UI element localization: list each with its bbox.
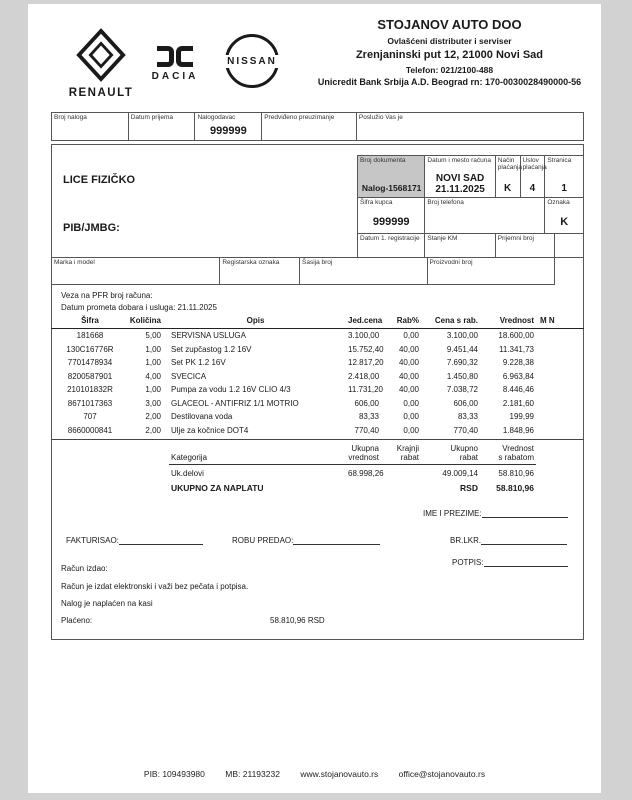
cell-mn (536, 397, 584, 411)
cell-kolicina: 1,00 (145, 385, 161, 394)
field-marka-model (52, 258, 220, 284)
renault-logo (58, 28, 144, 99)
nacin-placanja-value: K (504, 183, 512, 194)
order-header-row (51, 112, 584, 141)
field-prijemni-broj (496, 234, 555, 257)
br-lkr-label: BR.LKR. (450, 536, 482, 545)
cell-jed-cena: 11.731,20 (348, 385, 383, 394)
cell-jed-cena: 2.418,00 (348, 371, 380, 381)
col-header-opis: Opis (246, 316, 265, 325)
field-nalogodavac (195, 113, 262, 140)
cell-cena-s-rab: 770,40 (453, 425, 478, 435)
footer-website: www.stojanovauto.rs (300, 769, 379, 779)
mesto-value: NOVI SAD (435, 173, 485, 184)
pfr-veza-text: Veza na PFR broj računa: (61, 291, 153, 300)
cell-vrednost: 1.848,96 (502, 425, 534, 435)
company-address: Zrenjaninski put 12, 21000 Novi Sad (355, 48, 544, 61)
signature-line (293, 537, 380, 545)
field-label: Šifra kupca (360, 199, 393, 206)
company-name: STOJANOV AUTO DOO (377, 17, 522, 32)
br-lkr-field (450, 536, 567, 545)
cell-rab: 40,00 (398, 358, 419, 367)
items-table (51, 316, 584, 440)
totals-header-krajnji-rabat: Krajnji rabat (396, 444, 419, 462)
sifra-kupca-value: 999999 (372, 216, 410, 228)
items-body (51, 329, 584, 440)
field-label: Proizvodni broj (429, 259, 473, 266)
totals-table (169, 444, 536, 495)
placeno-label: Plaćeno: (61, 616, 93, 625)
cell-vrednost: 8.446,46 (502, 385, 534, 394)
totals-header-ukupno-rabat: Ukupno rabat (450, 444, 478, 462)
field-label: Poslužio Vas je (358, 114, 403, 121)
dacia-link-icon (142, 46, 208, 67)
col-header-jed-cena: Jed.cena (348, 316, 383, 325)
cell-kolicina: 1,00 (145, 344, 161, 354)
cell-cena-s-rab: 7.690,32 (446, 358, 478, 367)
total-label: UKUPNO ZA NAPLATU (171, 483, 264, 493)
cell-sifra: 181668 (76, 331, 104, 340)
delovi-ukupna-vrednost: 68.998,26 (348, 469, 384, 478)
col-header-kolicina: Količina (129, 316, 161, 325)
field-sifra-kupca (358, 198, 425, 233)
cell-jed-cena: 15.752,40 (348, 344, 384, 354)
company-subtitle: Ovlašćeni distributer i serviser (387, 36, 512, 47)
uslov-placanja-value: 4 (529, 183, 536, 194)
cell-mn (536, 370, 584, 384)
field-label: Uslov plaćanja (522, 157, 547, 172)
items-table-header (51, 316, 584, 329)
placeno-value: 58.810,96 RSD (270, 616, 325, 625)
cell-cena-s-rab: 83,33 (457, 412, 478, 421)
cell-kolicina: 1,00 (145, 358, 161, 367)
company-bank-account: Unicredit Bank Srbija A.D. Beograd rn: 170-0030028490000-56 (317, 77, 582, 88)
renault-diamond-icon (76, 28, 126, 82)
field-sasija-broj (300, 258, 428, 284)
cell-mn (536, 410, 584, 424)
table-row (51, 370, 584, 384)
company-phone: Telefon: 021/2100-488 (405, 64, 494, 75)
table-row (51, 397, 584, 411)
field-nacin-placanja (496, 156, 521, 197)
totals-header-vrednost-s-rabatom: Vrednost s rabatom (498, 444, 534, 462)
field-label: Šasija broj (302, 259, 333, 266)
field-label: Broj telefona (427, 199, 464, 206)
field-predvideno-preuzimanje (262, 113, 357, 140)
cell-kolicina: 3,00 (145, 398, 161, 408)
cell-cena-s-rab: 606,00 (453, 398, 478, 408)
potpis-field (452, 558, 568, 567)
field-registarska-oznaka (220, 258, 300, 284)
cell-sifra: 130C16776R (66, 344, 114, 354)
totals-header (169, 444, 536, 465)
cell-sifra: 7701478934 (67, 358, 113, 367)
field-label: Stanje KM (427, 235, 458, 242)
table-row (51, 329, 584, 343)
cell-opis: Ulje za kočnice DOT4 (171, 425, 249, 435)
cell-rab: 40,00 (398, 385, 419, 394)
delovi-label: Uk.delovi (171, 469, 204, 478)
ime-prezime-label: IME I PREZIME: (423, 509, 482, 518)
dacia-logo-label: DACIA (151, 71, 199, 82)
cell-sifra: 8671017363 (67, 398, 113, 408)
table-row (51, 383, 584, 397)
dacia-logo (142, 46, 208, 82)
delovi-krajnji-rabat (381, 467, 421, 480)
field-label: Broj dokumenta (360, 157, 406, 164)
cell-vrednost: 199,99 (509, 412, 534, 421)
cell-kolicina: 4,00 (145, 371, 161, 381)
field-posluzio-vas-je (357, 113, 583, 140)
cell-mn (536, 343, 584, 357)
table-row (51, 343, 584, 357)
total-currency: RSD (460, 483, 478, 493)
cell-vrednost: 2.181,60 (502, 398, 534, 408)
cell-opis: Pumpa za vodu 1.2 16V CLIO 4/3 (171, 385, 291, 394)
delovi-ukupno-rabat: 49.009,14 (442, 469, 478, 478)
cell-rab: 0,00 (403, 398, 419, 408)
field-broj-naloga (52, 113, 129, 140)
cell-kolicina: 5,00 (145, 331, 161, 340)
datum-prometa-text: Datum prometa dobara i usluga: 21.11.2025 (61, 303, 217, 312)
signature-line (482, 510, 568, 518)
cell-vrednost: 9.228,38 (502, 358, 534, 367)
cell-sifra: 707 (83, 412, 97, 421)
table-row (51, 410, 584, 424)
cell-jed-cena: 606,00 (354, 398, 379, 408)
cell-cena-s-rab: 7.038,72 (446, 385, 478, 394)
field-datum-prijema (129, 113, 196, 140)
cell-sifra: 8660000841 (67, 425, 113, 435)
col-header-mn: M N (540, 316, 555, 325)
customer-type: LICE FIZIČKO (63, 174, 136, 186)
field-label: Predviđeno preuzimanje (264, 114, 335, 121)
signature-line (484, 559, 568, 567)
datum-value: 21.11.2025 (435, 184, 485, 195)
cell-rab: 0,00 (403, 425, 419, 435)
cell-jed-cena: 83,33 (358, 412, 379, 421)
oznaka-value: K (560, 216, 569, 228)
pib-jmbg-label: PIB/JMBG: (63, 222, 120, 234)
field-datum-mesto-racuna (425, 156, 495, 197)
cell-jed-cena: 770,40 (354, 425, 379, 435)
field-label: Datum prijema (130, 114, 173, 121)
field-label: Broj naloga (54, 114, 87, 121)
col-header-sifra: Šifra (81, 316, 99, 325)
totals-header-ukupna-vrednost: Ukupna vrednost (348, 444, 379, 462)
cell-rab: 40,00 (398, 371, 419, 381)
document-info-grid (357, 155, 584, 258)
footer (28, 769, 601, 779)
field-label: Prijemni broj (497, 235, 534, 242)
racun-izdao-text: Račun izdao: (61, 564, 108, 573)
field-label: Registarska oznaka (222, 259, 280, 266)
robu-predao-field (232, 536, 380, 545)
fakturisao-label: FAKTURISAO: (66, 536, 119, 545)
nalogodavac-value: 999999 (209, 125, 247, 137)
invoice-sheet (28, 4, 601, 793)
naplacen-text: Nalog je naplaćen na kasi (61, 599, 153, 608)
field-label: Datum 1. registracije (360, 235, 420, 242)
renault-logo-label: RENAULT (68, 87, 134, 99)
field-label: Način plaćanja (497, 157, 522, 172)
field-broj-telefona (425, 198, 545, 233)
table-row (51, 424, 584, 438)
ime-prezime-field (423, 509, 568, 518)
field-label: Nalogodavac (197, 114, 236, 121)
cell-mn (536, 329, 584, 343)
cell-opis: Set PK 1.2 16V (171, 358, 226, 367)
cell-mn (536, 356, 584, 370)
total-amount: 58.810,96 (496, 483, 534, 493)
cell-opis: Destilovana voda (171, 412, 233, 421)
field-stanje-km (425, 234, 495, 257)
field-stranica (545, 156, 583, 197)
cell-rab: 40,00 (398, 344, 419, 354)
field-broj-dokumenta (358, 156, 425, 197)
cell-opis: SERVISNA USLUGA (171, 331, 246, 340)
stranica-value: 1 (561, 183, 567, 194)
cell-kolicina: 2,00 (145, 412, 161, 421)
col-header-cena-s-rab: Cena s rab. (434, 316, 478, 325)
cell-kolicina: 2,00 (145, 425, 161, 435)
cell-vrednost: 6.963,84 (502, 371, 534, 381)
signature-line (119, 537, 203, 545)
cell-vrednost: 11.341,73 (499, 344, 534, 354)
cell-opis: Set zupčastog 1.2 16V (171, 344, 252, 354)
cell-cena-s-rab: 1.450,80 (446, 371, 478, 381)
potpis-label: POTPIS: (452, 558, 484, 567)
footer-email: office@stojanovauto.rs (398, 769, 486, 779)
field-proizvodni-broj (428, 258, 555, 284)
cell-sifra: 8200587901 (67, 371, 113, 381)
nissan-logo (223, 34, 281, 88)
cell-sifra: 210101832R (67, 385, 113, 394)
nissan-logo-label: NISSAN (214, 55, 290, 68)
field-datum-registracije (358, 234, 425, 257)
field-oznaka (545, 198, 583, 233)
field-label: Stranica (547, 157, 572, 164)
elektronski-text: Račun je izdat elektronski i važi bez pečata i potpisa. (61, 582, 249, 591)
cell-rab: 0,00 (403, 331, 419, 340)
cell-opis: GLACEOL - ANTIFRIZ 1/1 MOTRIO (171, 398, 299, 408)
robu-predao-label: ROBU PREDAO: (232, 536, 294, 545)
field-uslov-placanja (521, 156, 546, 197)
footer-pib: PIB: 109493980 (143, 769, 205, 779)
cell-vrednost: 18.600,00 (498, 331, 534, 340)
field-label: Oznaka (547, 199, 570, 206)
cell-mn (536, 383, 584, 397)
col-header-rab: Rab% (396, 316, 419, 325)
cell-jed-cena: 3.100,00 (348, 331, 380, 340)
field-label: Datum i mesto računa (427, 157, 491, 164)
cell-mn (536, 424, 584, 438)
company-info (298, 17, 601, 89)
footer-mb: MB: 21193232 (225, 769, 280, 779)
table-row (51, 356, 584, 370)
totals-delovi-row (169, 467, 536, 480)
delovi-vrednost-s-rabatom: 58.810,96 (498, 469, 534, 478)
cell-opis: SVECICA (171, 371, 207, 381)
signature-line (481, 537, 567, 545)
col-header-vrednost: Vrednost (499, 316, 534, 325)
field-label: Marka i model (54, 259, 95, 266)
cell-cena-s-rab: 9.451,44 (446, 344, 478, 354)
totals-total-row (169, 482, 536, 495)
cell-jed-cena: 12.817,20 (348, 358, 384, 367)
cell-cena-s-rab: 3.100,00 (446, 331, 478, 340)
fakturisao-field (66, 536, 203, 545)
totals-header-kategorija: Kategorija (171, 453, 208, 462)
vehicle-row (51, 257, 555, 285)
field-empty (555, 234, 583, 257)
broj-dokumenta-value: Nalog-1568171 (361, 183, 422, 193)
cell-rab: 0,00 (403, 412, 419, 421)
